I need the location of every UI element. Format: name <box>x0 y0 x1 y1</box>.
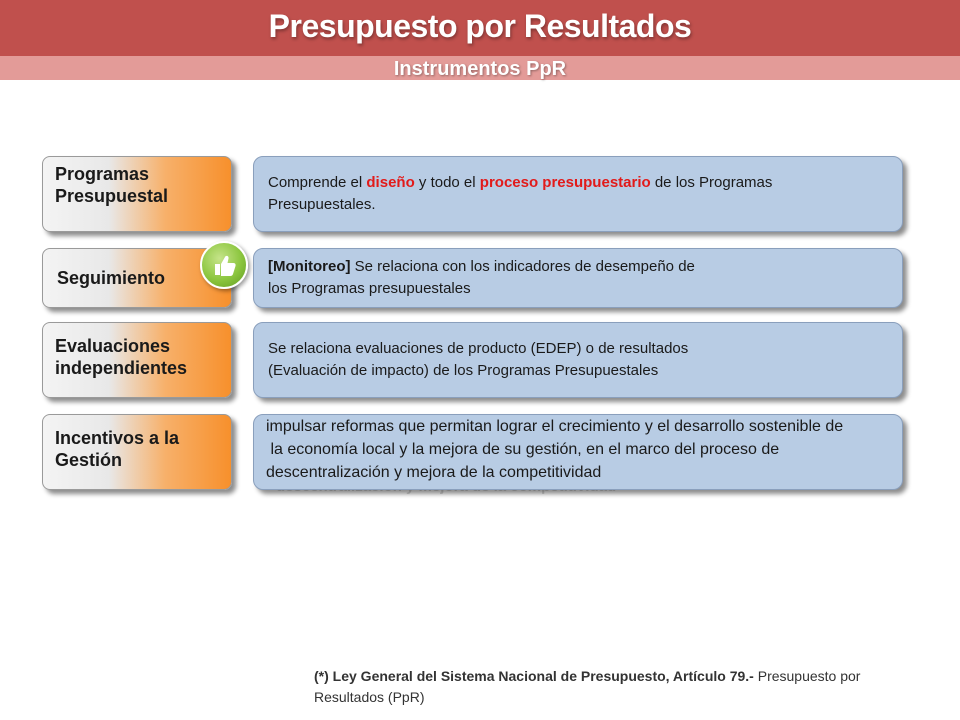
label-text: Seguimiento <box>57 268 166 288</box>
desc-line3: descentralización y mejora de la competitividad <box>266 464 602 481</box>
label-evaluaciones-independientes <box>42 322 232 398</box>
label-line2: Presupuestal <box>55 186 169 206</box>
desc-seguimiento <box>253 248 903 308</box>
desc-text: Comprende el <box>268 174 367 191</box>
desc-text: y todo el <box>414 174 480 191</box>
label-line1: Programas <box>55 164 150 184</box>
desc-line2: Presupuestales. <box>268 196 376 213</box>
footnote <box>314 666 924 708</box>
desc-line1: impulsar reformas que permitan lograr el crecimiento y el desarrollo sostenible de <box>266 418 844 435</box>
thumbs-up-glyph <box>202 243 246 287</box>
highlight-proceso: proceso presupuestario <box>479 174 651 191</box>
desc-incentivos <box>253 414 903 490</box>
desc-line2: (Evaluación de impacto) de los Programas Presupuestales <box>268 362 659 379</box>
desc-line1 <box>268 172 888 194</box>
desc-line2: los Programas presupuestales <box>268 280 471 297</box>
label-line1: Incentivos a la <box>55 428 180 448</box>
label-line1: Evaluaciones <box>55 336 171 356</box>
thumbs-up-icon <box>200 241 248 289</box>
desc-text: de los Programas <box>650 174 773 191</box>
desc-line1 <box>268 256 888 278</box>
label-incentivos-gestion <box>42 414 232 490</box>
page-title: Presupuesto por Resultados <box>268 8 692 44</box>
footnote-citation: (*) Ley General del Sistema Nacional de Presupuesto, Artículo 79.- <box>314 668 754 684</box>
footnote-text: Presupuesto por Resultados (PpR) <box>314 668 861 705</box>
page-subtitle: Instrumentos PpR <box>393 58 567 80</box>
desc-text: Se relaciona con los indicadores de desempeño de <box>350 258 695 275</box>
highlight-diseno: diseño <box>366 174 415 191</box>
desc-line2: la economía local y la mejora de su gestión, en el marco del proceso de <box>266 441 780 458</box>
label-line2: independientes <box>55 358 188 378</box>
monitoreo-label: [Monitoreo] <box>268 258 351 275</box>
label-line2: Gestión <box>55 450 123 470</box>
desc-programas-presupuestal <box>253 156 903 232</box>
label-programas-presupuestal <box>42 156 232 232</box>
desc-line1: Se relaciona evaluaciones de producto (EDEP) o de resultados <box>268 340 689 357</box>
desc-evaluaciones <box>253 322 903 398</box>
